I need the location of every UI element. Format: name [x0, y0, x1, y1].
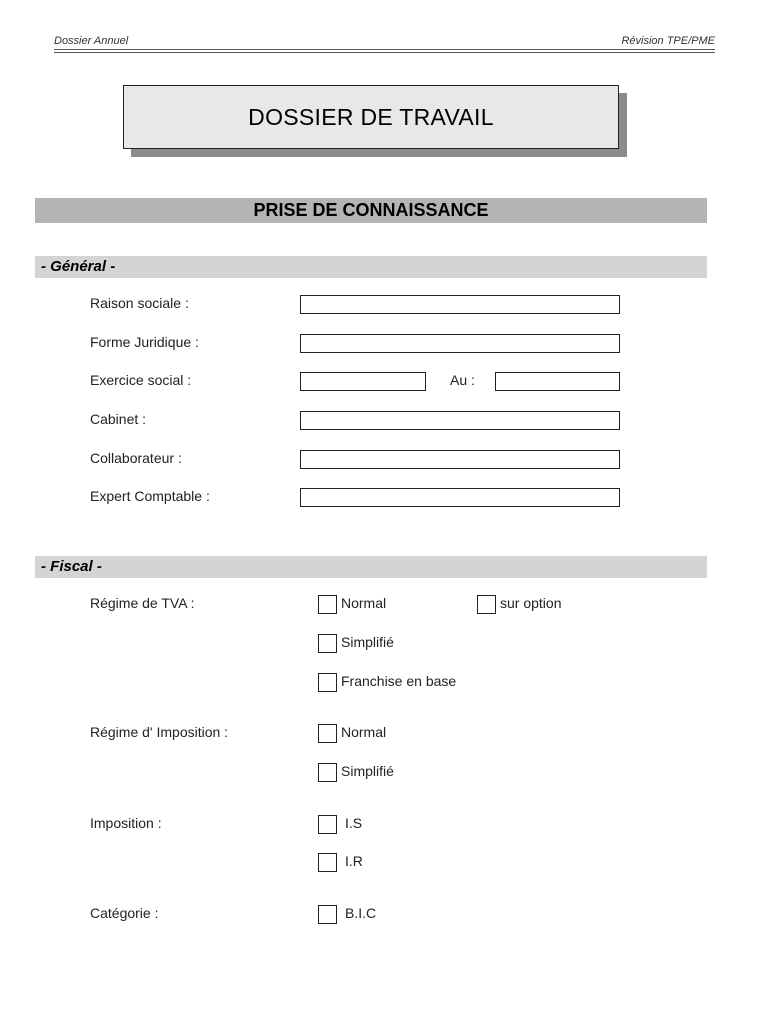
tva-sur-option-checkbox[interactable] — [477, 595, 496, 614]
header-left-text: Dossier Annuel — [54, 35, 129, 47]
imposition-normal-label: Normal — [341, 724, 387, 740]
expert-comptable-field[interactable] — [300, 488, 620, 507]
exercice-end-field[interactable] — [495, 372, 620, 391]
tva-simplifie-label: Simplifié — [341, 634, 394, 650]
regime-imposition-label: Régime d' Imposition : — [90, 724, 229, 740]
cabinet-label: Cabinet : — [90, 411, 147, 427]
au-label: Au : — [450, 372, 475, 388]
header-rule-bottom — [54, 52, 715, 53]
raison-sociale-field[interactable] — [300, 295, 620, 314]
tva-normal-checkbox[interactable] — [318, 595, 337, 614]
document-title: DOSSIER DE TRAVAIL — [123, 85, 619, 149]
bic-checkbox[interactable] — [318, 905, 337, 924]
running-header — [54, 35, 715, 49]
fiscal-heading: - Fiscal - — [35, 556, 707, 578]
cabinet-field[interactable] — [300, 411, 620, 430]
imposition-simplifie-label: Simplifié — [341, 763, 394, 779]
tva-simplifie-checkbox[interactable] — [318, 634, 337, 653]
section-banner: PRISE DE CONNAISSANCE — [35, 198, 707, 223]
header-right-text: Révision TPE/PME — [621, 35, 715, 47]
exercice-start-field[interactable] — [300, 372, 426, 391]
tva-franchise-checkbox[interactable] — [318, 673, 337, 692]
forme-juridique-field[interactable] — [300, 334, 620, 353]
ir-label: I.R — [345, 853, 363, 869]
tva-franchise-label: Franchise en base — [341, 673, 457, 689]
is-checkbox[interactable] — [318, 815, 337, 834]
imposition-simplifie-checkbox[interactable] — [318, 763, 337, 782]
collaborateur-field[interactable] — [300, 450, 620, 469]
is-label: I.S — [345, 815, 363, 831]
header-rule-top — [54, 49, 715, 50]
raison-sociale-label: Raison sociale : — [90, 295, 189, 311]
collaborateur-label: Collaborateur : — [90, 450, 182, 466]
tva-normal-label: Normal — [341, 595, 387, 611]
categorie-label: Catégorie : — [90, 905, 159, 921]
tva-sur-option-label: sur option — [500, 595, 562, 611]
expert-comptable-label: Expert Comptable : — [90, 488, 210, 504]
forme-juridique-label: Forme Juridique : — [90, 334, 199, 350]
regime-tva-label: Régime de TVA : — [90, 595, 195, 611]
bic-label: B.I.C — [345, 905, 377, 921]
imposition-normal-checkbox[interactable] — [318, 724, 337, 743]
imposition-label: Imposition : — [90, 815, 162, 831]
exercice-social-label: Exercice social : — [90, 372, 192, 388]
ir-checkbox[interactable] — [318, 853, 337, 872]
general-heading: - Général - — [35, 256, 707, 278]
